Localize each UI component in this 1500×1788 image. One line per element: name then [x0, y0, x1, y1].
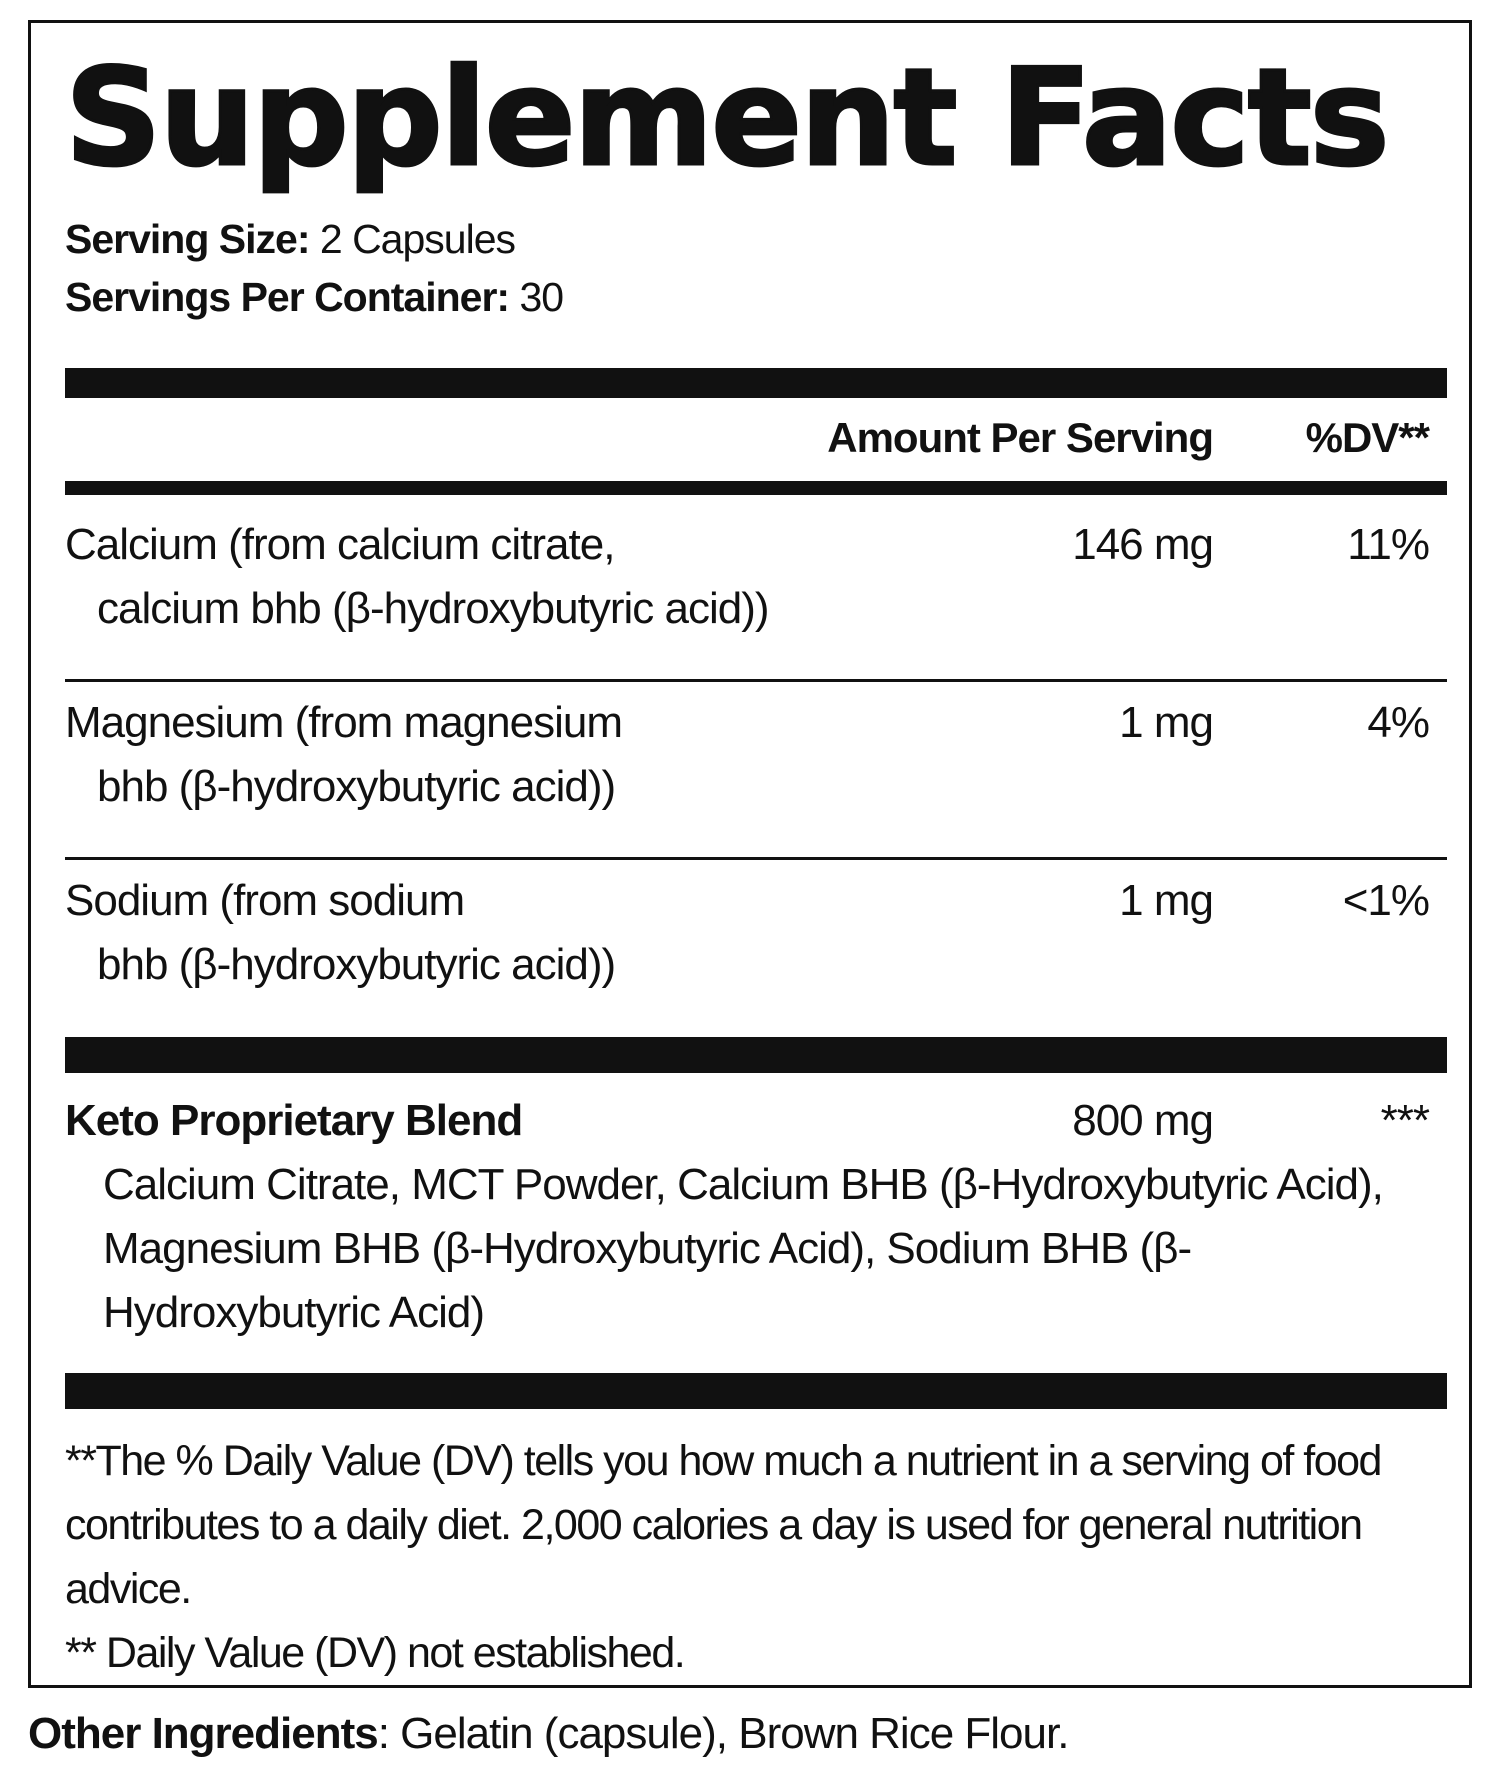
nutrient-name-line: Calcium (from calcium citrate,	[65, 520, 615, 569]
servings-per-container-value: 30	[509, 274, 564, 320]
nutrient-amount-magnesium: 1 mg	[1119, 698, 1213, 747]
servings-per-container	[65, 274, 564, 320]
other-ingredients-value: : Gelatin (capsule), Brown Rice Flour.	[377, 1709, 1069, 1758]
medium-divider	[65, 481, 1447, 495]
nutrient-amount-calcium: 146 mg	[1072, 520, 1213, 569]
thick-divider	[65, 1373, 1447, 1409]
thick-divider	[65, 1037, 1447, 1073]
nutrient-dv-sodium: <1%	[1342, 876, 1429, 925]
amount-per-serving-header: Amount Per Serving	[827, 414, 1213, 461]
nutrient-amount-sodium: 1 mg	[1119, 876, 1213, 925]
serving-size	[65, 216, 515, 262]
nutrient-name-calcium	[65, 513, 965, 641]
nutrient-name-magnesium	[65, 691, 965, 819]
nutrient-dv-magnesium: 4%	[1367, 698, 1429, 747]
thin-divider	[65, 857, 1447, 860]
panel-title: Supplement Facts	[65, 40, 1388, 196]
blend-dv: ***	[1380, 1096, 1429, 1145]
other-ingredients-label: Other Ingredients	[28, 1709, 378, 1758]
blend-name: Keto Proprietary Blend	[65, 1096, 523, 1145]
nutrient-name-line: Sodium (from sodium	[65, 876, 465, 925]
nutrient-name-line: calcium bhb (β-hydroxybutyric acid))	[97, 584, 769, 633]
servings-per-container-label: Servings Per Container:	[65, 274, 510, 320]
serving-size-value: 2 Capsules	[309, 216, 515, 262]
other-ingredients	[28, 1709, 1069, 1758]
supplement-facts-panel	[28, 20, 1472, 1688]
blend-amount: 800 mg	[1072, 1096, 1213, 1145]
nutrient-dv-calcium: 11%	[1347, 520, 1429, 569]
nutrient-name-line: bhb (β-hydroxybutyric acid))	[97, 762, 616, 811]
nutrient-name-line: Magnesium (from magnesium	[65, 698, 622, 747]
nutrient-name-sodium	[65, 869, 965, 997]
footnote-not-established: ** Daily Value (DV) not established.	[65, 1629, 685, 1677]
daily-value-footnote	[65, 1429, 1445, 1685]
serving-size-label: Serving Size:	[65, 216, 310, 262]
footnote-explanation: **The % Daily Value (DV) tells you how much a nutrient in a serving of food contributes to a daily diet. 2,000 calories a day is used for general nutrition advice.	[65, 1437, 1381, 1613]
thick-divider	[65, 368, 1447, 398]
thin-divider	[65, 679, 1447, 682]
blend-ingredients: Calcium Citrate, MCT Powder, Calcium BHB (β-Hydroxybutyric Acid), Magnesium BHB (β-Hydroxybutyric Acid), Sodium BHB (β-Hydroxybutyric Acid)	[103, 1160, 1383, 1337]
nutrient-name-line: bhb (β-hydroxybutyric acid))	[97, 940, 616, 989]
daily-value-header: %DV**	[1305, 414, 1429, 461]
